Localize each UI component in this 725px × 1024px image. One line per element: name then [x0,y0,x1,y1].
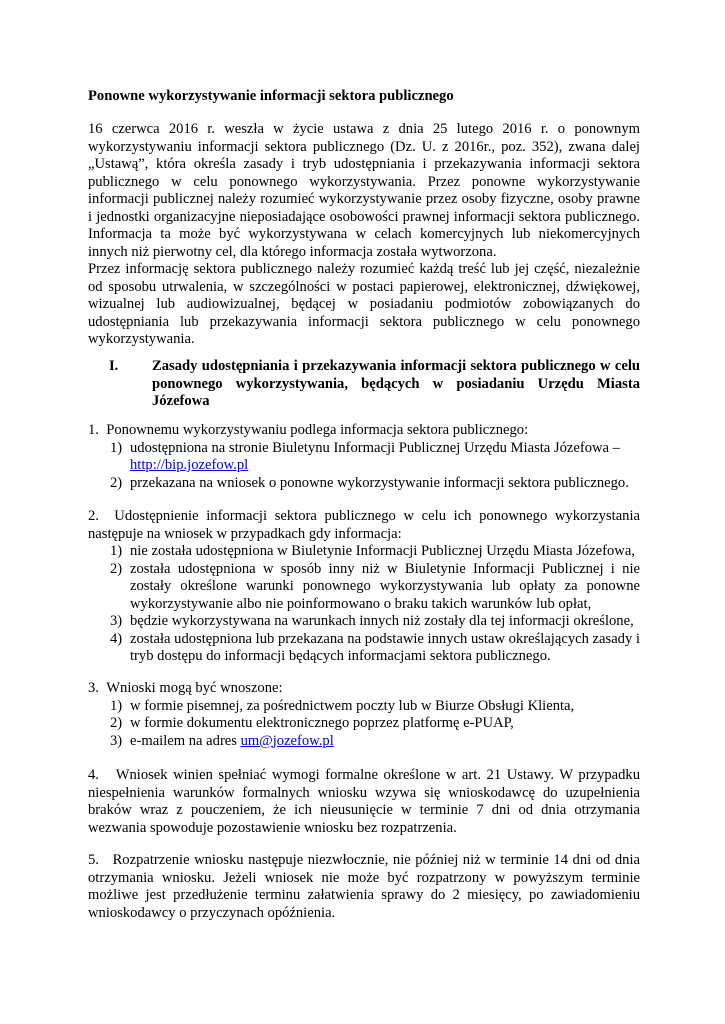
document-title: Ponowne wykorzystywanie informacji sektora publicznego [88,88,454,104]
list-item [88,475,640,493]
point-4 [88,767,640,837]
item-number: 4) [110,630,123,647]
list-item [88,543,640,561]
item-number: 2) [110,560,123,577]
list-item [88,733,640,751]
list-item [88,631,640,666]
list-item [88,440,640,475]
point-1 [88,422,640,492]
intro-paragraph-1: 16 czerwca 2016 r. weszła w życie ustawa z dnia 25 lutego 2016 r. o ponownym wykorzystywaniu informacji sektora publicznego (Dz. U. z 2016r., poz. 352), zwana dalej „Ustawą”, która określa zasady i tryb udostępniania i przekazywania informacji sektora publicznego w celu ponownego wykorzystywania. Przez ponowne wykorzystywanie informacji publicznej należy rozumieć wykorzystywanie przez osoby fizyczne, osoby prawne i jednostki organizacyjne nieposiadające osobowości prawnej informacji sektora publicznego. Informacja ta może być wykorzystywana w celach komercyjnych lub niekomercyjnych innych niż pierwotny cel, dla którego informacja została wytworzona. [88,121,640,260]
item-number: 1) [110,543,123,559]
point-number: 5. [88,852,99,868]
list-item [88,698,640,716]
item-text: e-mailem na adres [130,732,237,749]
item-text: została udostępniona lub przekazana na podstawie innych ustaw określających zasady i tryb dostępu do informacji będących informacjami sektora publicznego. [130,630,640,664]
list-item [88,613,640,631]
point-3 [88,680,640,750]
bip-link[interactable]: http://bip.jozefow.pl [130,457,249,473]
item-text: udostępniona na stronie Biuletynu Informacji Publicznej Urzędu Miasta Józefowa – [130,439,620,456]
item-number: 2) [110,474,123,491]
point-4-text: 4. Wniosek winien spełniać wymogi formalne określone w art. 21 Ustawy. W przypadku niespełnienia warunków formalnych wniosku wzywa się wnioskodawcę do uzupełnienia braków wraz z pouczeniem, że ich nieusunięcie w terminie 7 dni od dnia otrzymania wezwania spowoduje pozostawienie wniosku bez rozpatrzenia. [88,767,640,836]
item-text: w formie pisemnej, za pośrednictwem poczty lub w Biurze Obsługi Klienta, [130,697,575,714]
item-number: 3) [110,732,123,749]
item-number: 1) [110,697,123,714]
point-1-lead: 1. Ponownemu wykorzystywaniu podlega informacja sektora publicznego: [88,422,529,438]
item-text: przekazana na wniosek o ponowne wykorzystywanie informacji sektora publicznego. [130,474,629,491]
item-text: w formie dokumentu elektronicznego poprzez platformę e-PUAP, [130,715,514,731]
list-item [88,561,640,614]
section-title: Zasady udostępniania i przekazywania informacji sektora publicznego w celu ponownego wykorzystywania, będących w posiadaniu Urzędu Miasta Józefowa [152,358,640,409]
section-number: I. [109,358,119,374]
item-number: 2) [110,715,123,731]
point-number: 2. [88,508,99,524]
point-5-text: 5. Rozpatrzenie wniosku następuje niezwłocznie, nie później niż w terminie 14 dni od dnia otrzymania wniosku. Jeżeli wniosek nie może być rozpatrzony w powyższym terminie możliwe jest przedłużenie terminu załatwienia sprawy do 2 miesięcy, po zawiadomieniu wnioskodawcy o przyczynach opóźnienia. [88,852,640,921]
point-5 [88,852,640,922]
email-link[interactable]: um@jozefow.pl [240,732,334,749]
point-number: 3. [88,680,99,696]
item-text: nie została udostępniona w Biuletynie Informacji Publicznej Urzędu Miasta Józefowa, [130,543,635,559]
item-text: będzie wykorzystywana na warunkach innych niż zostały dla tej informacji określone, [130,613,634,629]
item-number: 3) [110,613,123,629]
intro-paragraph-2: Przez informację sektora publicznego należy rozumieć każdą treść lub jej część, niezależnie od sposobu utrwalenia, w szczególności w postaci papierowej, elektronicznej, dźwiękowej, wizualnej lub audiowizualnej, będącej w posiadaniu podmiotów zobowiązanych do udostępniania lub przekazywania informacji sektora publicznego w celu ponownego wykorzystywania. [88,261,640,347]
point-number: 1. [88,422,99,438]
point-2-lead: 2. Udostępnienie informacji sektora publicznego w celu ich ponownego wykorzystania następuje na wniosek w przypadkach gdy informacja: [88,508,641,542]
item-text: została udostępniona w sposób inny niż w Biuletynie Informacji Publicznej i nie zostały określone warunki ponownego wykorzystywania lub opłaty za ponowne wykorzystywanie albo nie poinformowano o braku takich warunków lub opłat, [130,560,640,612]
item-number: 1) [110,439,123,456]
intro-section [88,121,640,349]
point-number: 4. [88,767,99,783]
point-3-lead: 3. Wnioski mogą być wnoszone: [88,680,283,696]
point-2 [88,508,640,666]
list-item [88,715,640,733]
